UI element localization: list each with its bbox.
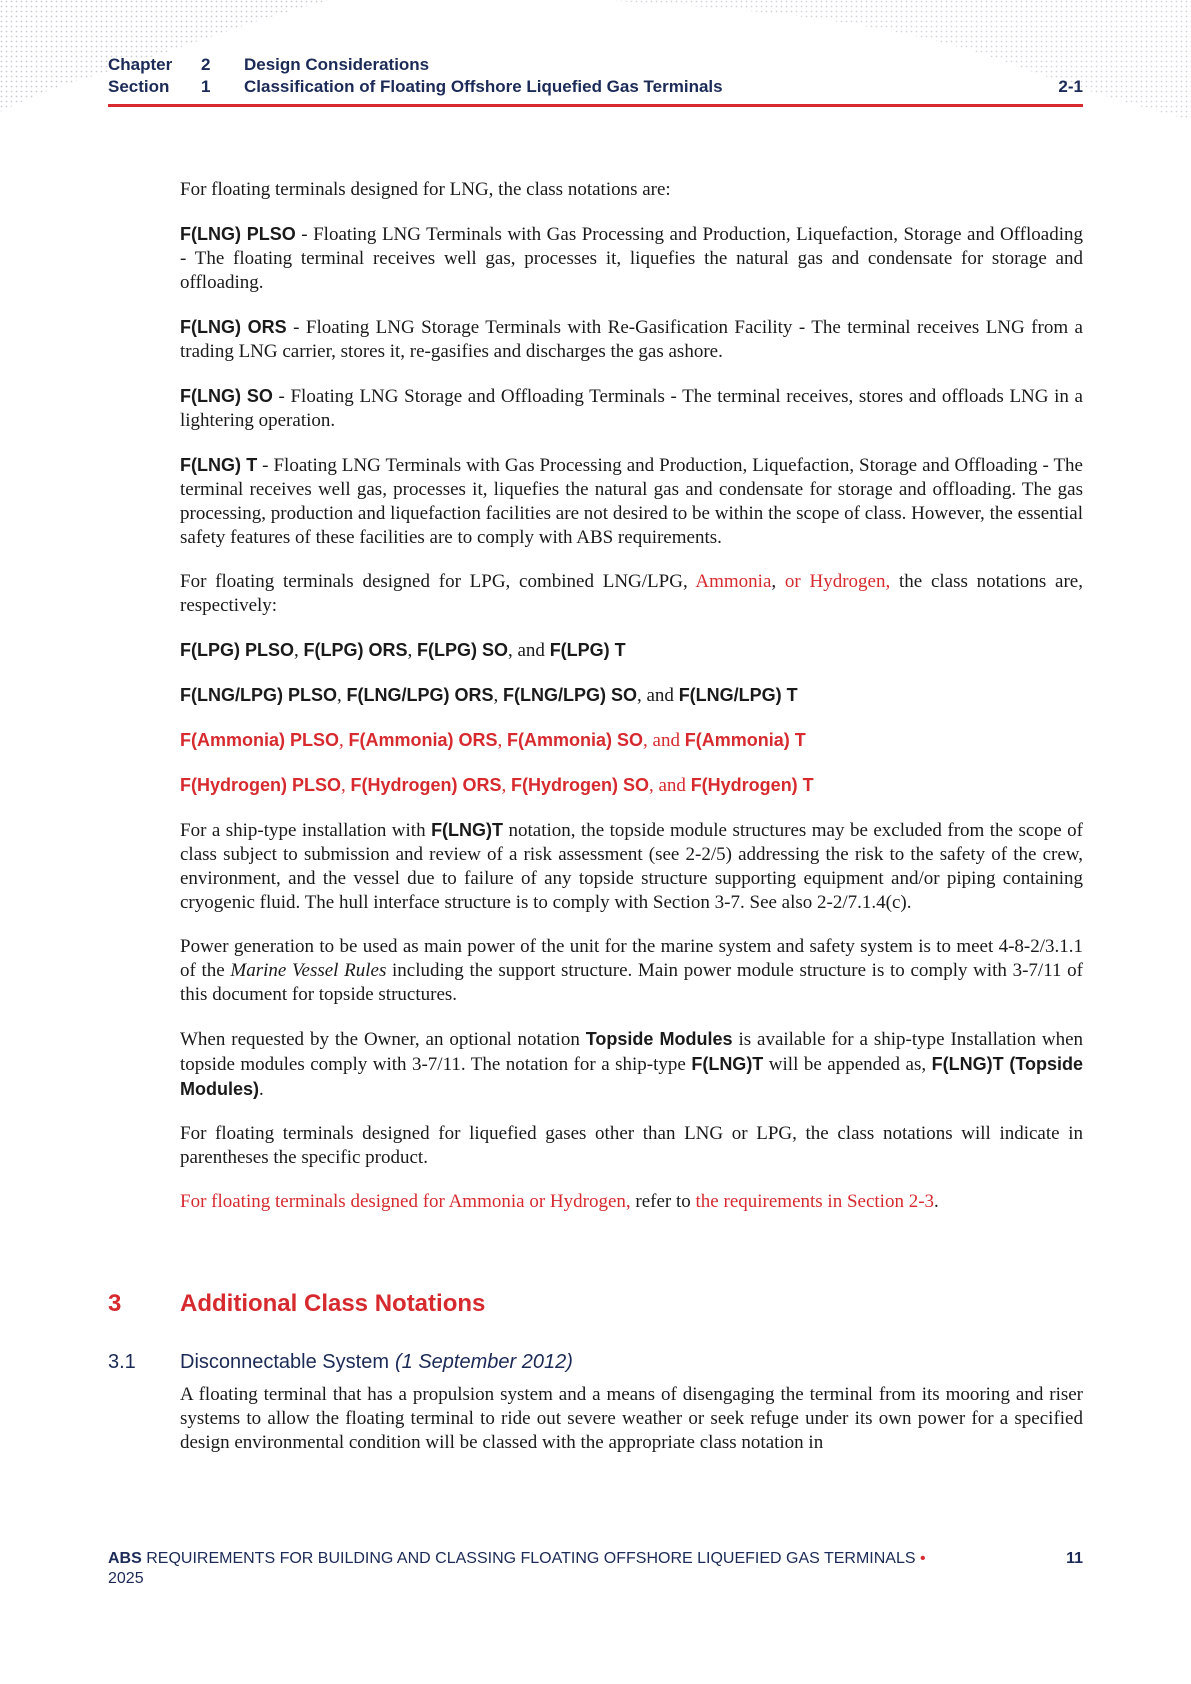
notation-so: F(LNG) SO bbox=[180, 386, 273, 406]
ammonia-plso: F(Ammonia) PLSO bbox=[180, 730, 340, 750]
separator-and: , and bbox=[643, 730, 685, 751]
page-reference: 2-1 bbox=[1058, 77, 1083, 96]
subsection-date: (1 September 2012) bbox=[394, 1351, 573, 1373]
lnglpg-ors: F(LNG/LPG) ORS bbox=[346, 685, 494, 705]
header-chapter-row bbox=[108, 54, 1083, 76]
separator-and: , and bbox=[508, 640, 550, 661]
paragraph-power bbox=[180, 935, 1083, 1007]
power-text-b: including the support structure. Main power module structure is to comply with 3-7/11 of this document for topside structures. bbox=[180, 960, 1084, 1005]
topside-modules-notation: Topside Modules bbox=[585, 1029, 733, 1049]
ship-notation: F(LNG)T bbox=[431, 820, 504, 840]
section-2-3-link[interactable]: the requirements in Section 2-3 bbox=[695, 1191, 935, 1212]
page-footer bbox=[108, 1549, 1083, 1589]
subsection-3-1-text: A floating terminal that has a propulsion system and a means of disengaging the terminal from its mooring and riser systems to allow the floating terminal to ride out severe weather or seek refuge under its own power for a specified design environmental condition will be classed with the appropriate class notation in bbox=[180, 1384, 1083, 1453]
owner-text-a: When requested by the Owner, an optional notation bbox=[180, 1029, 586, 1050]
ammhyd-text-a: For floating terminals designed for Ammonia or Hydrogen, bbox=[180, 1191, 631, 1212]
separator-and: , and bbox=[649, 775, 691, 796]
section-heading-3 bbox=[108, 1290, 485, 1318]
separator: , bbox=[339, 730, 349, 751]
separator: , bbox=[341, 775, 351, 796]
owner-full-notation: F(LNG)T (Topside Modules) bbox=[180, 1054, 1083, 1099]
plso-description: - Floating LNG Terminals with Gas Processing and Production, Liquefaction, Storage and Offloading - The floating terminal receives well gas, processes it, liquefies the natural gas and condensate for storage and offloading. bbox=[180, 224, 1083, 293]
lnglpg-so: F(LNG/LPG) SO bbox=[503, 685, 637, 705]
hydrogen-link[interactable]: or Hydrogen, bbox=[784, 571, 891, 592]
paragraph-plso bbox=[180, 222, 1083, 295]
paragraph-ors bbox=[180, 315, 1083, 364]
separator-and: , and bbox=[637, 685, 679, 706]
notation-list-lnglpg bbox=[180, 683, 1083, 708]
lpg-ors: F(LPG) ORS bbox=[303, 640, 408, 660]
subsection-number: 3.1 bbox=[108, 1351, 136, 1373]
paragraph-so bbox=[180, 384, 1083, 433]
ship-text-b: notation, the topside module structures may be excluded from the scope of class subject to submission and review of a risk assessment (see 2-2/5) addressing the risk to the safety of the crew, environment, and the vessel due to failure of any topside structure supporting equipment and/or piping containing cryogenic fluid. The hull interface structure is to comply with Section 3-7. See also 2-2/7.1.4(c). bbox=[180, 820, 1083, 913]
section-3-title: Additional Class Notations bbox=[180, 1290, 486, 1317]
separator: , bbox=[493, 685, 503, 706]
body-content bbox=[180, 178, 1083, 1234]
paragraph-ship-type bbox=[180, 818, 1083, 915]
ammonia-ors: F(Ammonia) ORS bbox=[348, 730, 498, 750]
paragraph-t bbox=[180, 453, 1083, 550]
notation-plso: F(LNG) PLSO bbox=[180, 224, 296, 244]
paragraph-lpg-intro bbox=[180, 570, 1083, 618]
footer-bullet: • bbox=[915, 1550, 926, 1567]
power-text-a: Power generation to be used as main power of the unit for the marine system and safety system is to meet 4-8-2/3.1.1 of the bbox=[180, 936, 1083, 981]
header-section-row bbox=[108, 76, 1083, 98]
ammhyd-text-b: refer to bbox=[630, 1191, 696, 1212]
t-description: - Floating LNG Terminals with Gas Processing and Production, Liquefaction, Storage and Offloading - The terminal receives well gas, processes it, liquefies the natural gas and condensate for storage and offloading. The gas processing, production and liquefaction facilities are not desired to be within the scope of class. However, the essential safety features of these facilities are to comply with ABS requirements. bbox=[180, 455, 1083, 548]
footer-title bbox=[108, 1549, 938, 1589]
lpg-intro-end: the class notations are, respectively: bbox=[180, 571, 1083, 616]
ammonia-t: F(Ammonia) T bbox=[684, 730, 806, 750]
hydrogen-plso: F(Hydrogen) PLSO bbox=[180, 775, 341, 795]
separator: , bbox=[407, 640, 417, 661]
chapter-number: 2 bbox=[201, 55, 211, 74]
chapter-title: Design Considerations bbox=[244, 55, 430, 74]
paragraph-lng-intro bbox=[180, 178, 1083, 202]
lnglpg-t: F(LNG/LPG) T bbox=[678, 685, 798, 705]
owner-text-b: is available for a ship-type Installation when topside modules comply with 3-7/11. The notation for a ship-type bbox=[180, 1029, 1083, 1075]
subsection-title: Disconnectable System bbox=[180, 1351, 389, 1373]
notation-list-lpg bbox=[180, 638, 1083, 663]
chapter-label: Chapter bbox=[108, 55, 173, 74]
notation-ors: F(LNG) ORS bbox=[180, 317, 287, 337]
owner-text-d: . bbox=[259, 1079, 264, 1100]
other-gases-text: For floating terminals designed for liquefied gases other than LNG or LPG, the class notations will indicate in parentheses the specific product. bbox=[180, 1123, 1083, 1168]
owner-notation: F(LNG)T bbox=[691, 1054, 764, 1074]
hydrogen-t: F(Hydrogen) T bbox=[690, 775, 814, 795]
section-3-number: 3 bbox=[108, 1290, 122, 1317]
paragraph-other-gases bbox=[180, 1122, 1083, 1170]
page-header bbox=[108, 54, 1083, 98]
page-number: 11 bbox=[1066, 1550, 1083, 1567]
section-label: Section bbox=[108, 77, 170, 96]
section-number: 1 bbox=[201, 77, 211, 96]
ammonia-link[interactable]: Ammonia bbox=[695, 571, 772, 592]
header-divider bbox=[108, 104, 1083, 107]
section-title: Classification of Floating Offshore Liquefied Gas Terminals bbox=[244, 77, 723, 96]
ship-text-a: For a ship-type installation with bbox=[180, 820, 432, 841]
lpg-intro-separator: , bbox=[771, 571, 785, 592]
abs-label: ABS bbox=[108, 1550, 142, 1567]
paragraph-owner bbox=[180, 1027, 1083, 1102]
notation-list-hydrogen bbox=[180, 773, 1083, 798]
notation-list-ammonia bbox=[180, 728, 1083, 753]
lng-intro-text: For floating terminals designed for LNG, the class notations are: bbox=[180, 179, 671, 200]
paragraph-ammonia-hydrogen bbox=[180, 1190, 1083, 1214]
document-year: 2025 bbox=[108, 1570, 144, 1587]
lpg-intro-text: For floating terminals designed for LPG, combined LNG/LPG, bbox=[180, 571, 696, 592]
separator: , bbox=[497, 730, 508, 751]
lpg-t: F(LPG) T bbox=[549, 640, 626, 660]
ammhyd-text-d: . bbox=[934, 1191, 939, 1212]
ors-description: - Floating LNG Storage Terminals with Re-Gasification Facility - The terminal receives LNG from a trading LNG carrier, stores it, re-gasifies and discharges the gas ashore. bbox=[180, 317, 1083, 362]
so-description: - Floating LNG Storage and Offloading Terminals - The terminal receives, stores and offloads LNG in a lightering operation. bbox=[180, 386, 1083, 431]
lnglpg-plso: F(LNG/LPG) PLSO bbox=[180, 685, 337, 705]
hydrogen-so: F(Hydrogen) SO bbox=[511, 775, 649, 795]
marine-vessel-rules-ref: Marine Vessel Rules bbox=[230, 960, 387, 981]
subsection-heading-3-1 bbox=[108, 1351, 573, 1374]
owner-text-c: will be appended as, bbox=[763, 1054, 932, 1075]
lpg-plso: F(LPG) PLSO bbox=[180, 640, 294, 660]
separator: , bbox=[501, 775, 511, 796]
hydrogen-ors: F(Hydrogen) ORS bbox=[350, 775, 502, 795]
separator: , bbox=[337, 685, 347, 706]
separator: , bbox=[294, 640, 304, 661]
document-title: REQUIREMENTS FOR BUILDING AND CLASSING FLOATING OFFSHORE LIQUEFIED GAS TERMINALS bbox=[141, 1550, 916, 1567]
ammonia-so: F(Ammonia) SO bbox=[507, 730, 644, 750]
notation-t: F(LNG) T bbox=[180, 455, 258, 475]
lpg-so: F(LPG) SO bbox=[417, 640, 508, 660]
